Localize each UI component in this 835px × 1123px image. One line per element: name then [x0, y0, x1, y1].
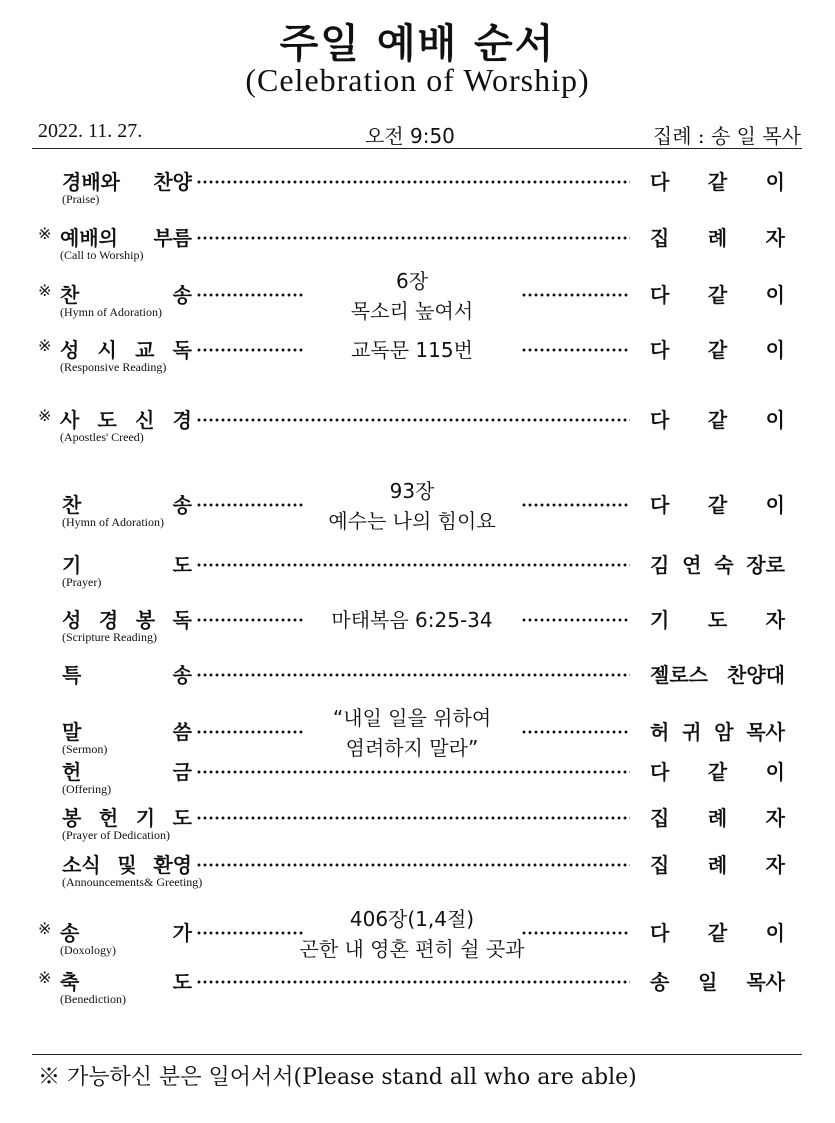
- item-title-ko: 봉 헌 기 도: [62, 806, 192, 830]
- header-divider: [32, 148, 802, 149]
- item-title-ko: 찬 송: [62, 493, 192, 517]
- item-leader: 다 같 이: [650, 493, 785, 517]
- item-title-ko: 성 시 교 독: [60, 338, 192, 362]
- leader-dots: [196, 673, 630, 677]
- item-title-ko: 사 도 신 경: [60, 408, 192, 432]
- item-title-ko: 예배의 부름: [60, 226, 192, 250]
- item-title-en: (Scripture Reading): [62, 630, 157, 644]
- item-leader: 집 례 자: [650, 226, 785, 250]
- standing-mark: ※: [38, 281, 52, 300]
- item-leader: 기 도 자: [650, 608, 785, 632]
- item-leader: 집 례 자: [650, 853, 785, 877]
- item-leader: 다 같 이: [650, 170, 785, 194]
- item-title-ko: 기 도: [62, 553, 192, 577]
- page-subtitle: (Celebration of Worship): [245, 62, 590, 98]
- standing-mark: ※: [38, 919, 52, 938]
- item-detail-sub: 곤한 내 영혼 편히 쉴 곳과: [299, 937, 525, 961]
- item-leader: 다 같 이: [650, 760, 785, 784]
- item-title-en: (Sermon): [62, 742, 108, 756]
- item-leader: 다 같 이: [650, 921, 785, 945]
- standing-mark: ※: [38, 406, 52, 425]
- item-leader: 집 례 자: [650, 806, 785, 830]
- item-detail-sub: 목소리 높여서: [350, 299, 474, 323]
- leader-dots: [196, 236, 630, 240]
- item-title-en: (Praise): [62, 192, 100, 206]
- item-title-en: (Hymn of Adoration): [60, 305, 162, 319]
- item-title-ko: 특 송: [62, 663, 192, 687]
- item-leader: 김 연 숙 장로: [650, 553, 785, 577]
- item-title-en: (Hymn of Adoration): [62, 515, 164, 529]
- item-detail: 6장: [395, 269, 429, 293]
- leader-dots: [196, 563, 630, 567]
- item-leader: 허 귀 암 목사: [650, 720, 785, 744]
- item-title-ko: 축 도: [60, 970, 192, 994]
- leader-dots: [196, 180, 630, 184]
- item-title-ko: 소식 및 환영: [62, 853, 192, 877]
- item-title-en: (Offering): [62, 782, 112, 796]
- footer-divider: [32, 1054, 802, 1055]
- item-title-ko: 송 가: [60, 921, 192, 945]
- item-leader: 젤로스 찬양대: [650, 663, 785, 687]
- leader-dots: [196, 770, 630, 774]
- item-title-ko: 찬 송: [60, 283, 192, 307]
- item-title-ko: 말 씀: [62, 720, 192, 744]
- item-detail: 교독문 115번: [351, 338, 473, 362]
- item-title-en: (Call to Worship): [60, 248, 144, 262]
- page-title: 주일 예배 순서: [279, 21, 556, 67]
- item-title-en: (Prayer of Dedication): [62, 828, 170, 842]
- item-title-en: (Responsive Reading): [60, 360, 167, 374]
- item-detail: 93장: [389, 479, 435, 503]
- item-title-en: (Benediction): [60, 992, 126, 1006]
- item-leader: 다 같 이: [650, 338, 785, 362]
- item-title-ko: 경배와 찬양: [62, 170, 192, 194]
- item-detail: 마태복음 6:25-34: [331, 608, 493, 632]
- item-title-en: (Apostles' Creed): [60, 430, 144, 444]
- item-leader: 다 같 이: [650, 408, 785, 432]
- item-detail-sub: 예수는 나의 힘이요: [328, 509, 496, 533]
- item-title-en: (Announcements& Greeting): [62, 875, 203, 889]
- standing-mark: ※: [38, 336, 52, 355]
- item-title-en: (Prayer): [62, 575, 102, 589]
- service-time: 오전 9:50: [365, 124, 455, 148]
- leader-dots: [196, 418, 630, 422]
- item-detail: 406장(1,4절): [349, 907, 475, 931]
- item-title-en: (Doxology): [60, 943, 116, 957]
- item-detail-sub: 염려하지 말라”: [345, 736, 479, 760]
- service-date: 2022. 11. 27.: [38, 120, 143, 142]
- leader-dots: [196, 816, 630, 820]
- leader-dots: [196, 980, 630, 984]
- item-title-ko: 헌 금: [62, 760, 192, 784]
- item-leader: 송 일 목사: [650, 970, 785, 994]
- item-detail: “내일 일을 위하여: [332, 706, 492, 730]
- item-leader: 다 같 이: [650, 283, 785, 307]
- item-title-ko: 성 경 봉 독: [62, 608, 192, 632]
- leader-dots: [196, 863, 630, 867]
- standing-mark: ※: [38, 968, 52, 987]
- standing-mark: ※: [38, 224, 52, 243]
- standing-note: ※ 가능하신 분은 일어서서(Please stand all who are able): [38, 1065, 637, 1090]
- officiant: 집례 : 송 일 목사: [652, 124, 801, 148]
